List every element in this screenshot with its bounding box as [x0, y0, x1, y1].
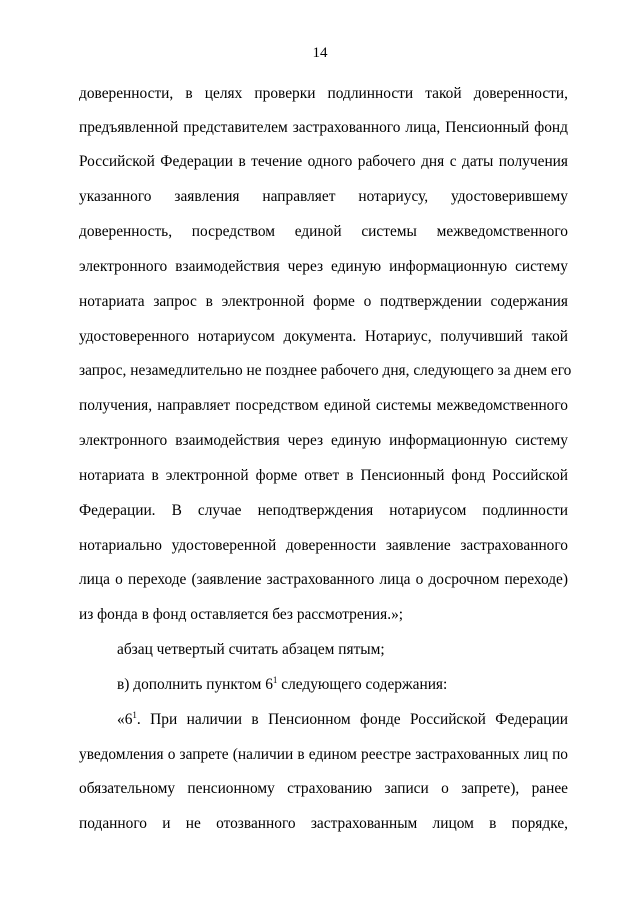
item-v-superscript: 1 [272, 675, 278, 685]
text-line: запрос, незамедлительно не позднее рабочего дня, следующего за днем его [79, 362, 572, 379]
item-6-1 [117, 710, 568, 730]
text-line: обязательному пенсионному страхованию записи о запрете), ранее [79, 780, 568, 797]
text-line: уведомления о запрете (наличии в едином реестре застрахованных лиц по [79, 746, 568, 763]
text-line: Российской Федерации в течение одного рабочего дня с даты получения [79, 153, 568, 170]
item-v-text: в) дополнить пунктом 6 [117, 676, 273, 693]
text-line: нотариата в электронной форме ответ в Пенсионный фонд Российской [79, 467, 568, 484]
text-line: электронного взаимодействия через единую информационную систему [79, 258, 568, 275]
text-line: Федерации. В случае неподтверждения нотариусом подлинности [79, 502, 568, 519]
text-line: поданного и не отозванного застрахованным лицом в порядке, [79, 815, 568, 832]
text-line: указанного заявления направляет нотариусу, удостоверившему [79, 188, 568, 205]
text-line: удостоверенного нотариусом документа. Нотариус, получивший такой [79, 328, 568, 345]
text-line: нотариата запрос в электронной форме о подтверждении содержания [79, 293, 568, 310]
text-line: лица о переходе (заявление застрахованного лица о досрочном переходе) [79, 571, 568, 588]
text-line: доверенности, в целях проверки подлинности такой доверенности, [79, 85, 568, 102]
text-line: нотариально удостоверенной доверенности заявление застрахованного [79, 537, 568, 554]
item-6-1-open: «6 [117, 711, 133, 728]
text-line: получения, направляет посредством единой системы межведомственного [79, 397, 568, 414]
text-line: из фонда в фонд оставляется без рассмотрения.»; [79, 606, 404, 623]
paragraph-abzac: абзац четвертый считать абзацем пятым; [117, 641, 385, 658]
text-line: предъявленной представителем застрахованного лица, Пенсионный фонд [79, 119, 568, 136]
item-6-1-superscript: 1 [132, 710, 137, 720]
text-line: доверенность, посредством единой системы межведомственного [79, 223, 568, 240]
item-v [117, 675, 568, 695]
text-line: электронного взаимодействия через единую информационную систему [79, 432, 568, 449]
page-number: 14 [312, 45, 328, 61]
item-v-tail: следующего содержания: [277, 676, 448, 693]
item-6-1-text: . При наличии в Пенсионном фонде Российской Федерации [136, 711, 568, 728]
